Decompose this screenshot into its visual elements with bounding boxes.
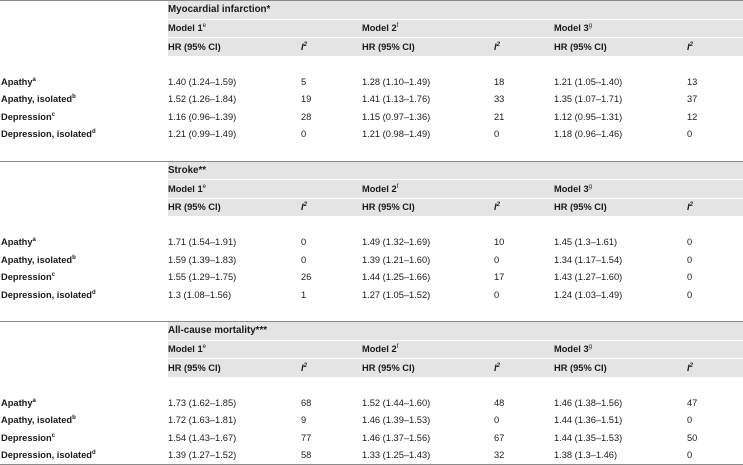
row-label-text: Depression xyxy=(1,111,52,122)
row-label-blank xyxy=(0,38,168,56)
hr-value-cell: 1.45 (1.3–1.61) xyxy=(554,237,618,248)
i2-column-header xyxy=(301,198,362,216)
i2-value-cell: 0 xyxy=(687,272,693,283)
row-label-text: Apathy xyxy=(1,237,33,248)
hr-value-cell: 1.18 (0.96–1.46) xyxy=(554,129,623,140)
model-header xyxy=(168,180,362,199)
row-label-footnote-mark: c xyxy=(51,272,55,279)
i2-column-header xyxy=(301,359,362,377)
section-title: Stroke** xyxy=(168,161,743,180)
row-label xyxy=(0,447,168,465)
i2-column-header xyxy=(301,38,362,56)
hr-value-cell: 1.46 (1.39–1.53) xyxy=(362,415,431,426)
hr-value-cell: 1.40 (1.24–1.59) xyxy=(168,76,237,87)
hr-value-cell: 1.44 (1.35–1.53) xyxy=(554,432,623,443)
table-row xyxy=(0,429,743,447)
i2-label-footnote-mark: 2 xyxy=(496,202,500,209)
hr-value-cell: 1.54 (1.43–1.67) xyxy=(168,432,237,443)
table-row xyxy=(0,286,743,304)
i2-label-footnote-mark: 2 xyxy=(303,202,307,209)
hr-value-cell: 1.73 (1.62–1.85) xyxy=(168,397,237,408)
section-title-row xyxy=(0,161,743,180)
model-label-text: Model 2 xyxy=(362,183,397,194)
model-label-footnote-mark: e xyxy=(202,183,206,190)
hr-value-cell: 1.52 (1.26–1.84) xyxy=(168,94,237,105)
i2-value-cell: 0 xyxy=(301,129,307,140)
i2-value-cell: 10 xyxy=(494,237,505,248)
i2-value-cell: 0 xyxy=(687,447,743,465)
row-label-footnote-mark: d xyxy=(91,289,96,296)
i2-value-cell: 5 xyxy=(301,76,307,87)
model-label-footnote-mark: f xyxy=(396,183,399,190)
i2-value-cell: 17 xyxy=(494,272,505,283)
column-header-row xyxy=(0,38,743,56)
spacer-row xyxy=(0,377,743,395)
i2-column-header xyxy=(687,38,743,56)
hr-column-header: HR (95% CI) xyxy=(362,198,494,216)
spacer-row xyxy=(0,143,743,161)
hr-column-header: HR (95% CI) xyxy=(554,198,687,216)
i2-value-cell: 0 xyxy=(494,415,500,426)
hr-value-cell: 1.46 (1.38–1.56) xyxy=(554,397,623,408)
i2-column-header xyxy=(494,359,554,377)
row-label xyxy=(0,269,168,287)
model-label-text: Model 1 xyxy=(168,344,203,355)
i2-value-cell: 47 xyxy=(687,397,698,408)
model-header-row xyxy=(0,180,743,199)
i2-column-header xyxy=(494,38,554,56)
row-label-text: Depression xyxy=(1,272,52,283)
i2-value-cell: 33 xyxy=(494,94,505,105)
hr-value-cell: 1.34 (1.17–1.54) xyxy=(554,254,623,265)
model-label-footnote-mark: e xyxy=(202,23,206,30)
model-header-row xyxy=(0,19,743,38)
model-label-footnote-mark: f xyxy=(396,344,399,351)
i2-value-cell: 32 xyxy=(494,447,554,465)
i2-label-text: I xyxy=(687,202,690,213)
row-label-footnote-mark: d xyxy=(91,129,96,136)
row-label-text: Depression xyxy=(1,432,52,443)
row-label xyxy=(0,126,168,144)
hr-value-cell: 1.21 (0.99–1.49) xyxy=(168,129,237,140)
i2-label-footnote-mark: 2 xyxy=(689,41,693,48)
row-label xyxy=(0,286,168,304)
row-label xyxy=(0,429,168,447)
hr-value-cell: 1.12 (0.95–1.31) xyxy=(554,111,623,122)
row-label-text: Depression, isolated xyxy=(1,289,92,300)
i2-value-cell: 21 xyxy=(494,111,505,122)
i2-label-text: I xyxy=(494,362,497,373)
row-label-footnote-mark: b xyxy=(72,254,76,261)
i2-value-cell: 0 xyxy=(494,289,500,300)
row-label-blank xyxy=(0,161,168,180)
section-title: Myocardial infarction* xyxy=(168,1,743,20)
i2-label-text: I xyxy=(687,362,690,373)
row-label-footnote-mark: c xyxy=(51,111,55,118)
i2-value-cell: 77 xyxy=(301,432,312,443)
model-label-footnote-mark: g xyxy=(588,344,592,351)
row-label-text: Apathy xyxy=(1,397,33,408)
column-header-row xyxy=(0,359,743,377)
row-label xyxy=(0,108,168,126)
model-header-row xyxy=(0,340,743,359)
i2-value-cell: 50 xyxy=(687,432,698,443)
row-label-text: Depression, isolated xyxy=(1,129,92,140)
row-label-text: Apathy, isolated xyxy=(1,415,73,426)
hr-value-cell: 1.72 (1.63–1.81) xyxy=(168,415,237,426)
hr-column-header: HR (95% CI) xyxy=(554,359,687,377)
i2-label-footnote-mark: 2 xyxy=(303,362,307,369)
row-label-blank xyxy=(0,1,168,20)
section-title-row xyxy=(0,322,743,341)
i2-value-cell: 0 xyxy=(494,254,500,265)
row-label-blank xyxy=(0,340,168,359)
model-label-footnote-mark: f xyxy=(396,23,399,30)
row-label xyxy=(0,394,168,412)
i2-column-header xyxy=(687,359,743,377)
hr-value-cell: 1.59 (1.39–1.83) xyxy=(168,254,237,265)
model-label-text: Model 2 xyxy=(362,344,397,355)
model-label-footnote-mark: e xyxy=(202,344,206,351)
model-label-text: Model 2 xyxy=(362,23,397,34)
i2-label-text: I xyxy=(301,202,304,213)
i2-column-header xyxy=(687,198,743,216)
model-header xyxy=(362,19,554,38)
i2-value-cell: 58 xyxy=(301,447,362,465)
hr-value-cell: 1.15 (0.97–1.36) xyxy=(362,111,431,122)
hr-value-cell: 1.46 (1.37–1.56) xyxy=(362,432,431,443)
hr-value-cell: 1.44 (1.25–1.66) xyxy=(362,272,431,283)
hr-value-cell: 1.38 (1.3–1.46) xyxy=(554,447,687,465)
i2-label-text: I xyxy=(687,41,690,52)
i2-value-cell: 0 xyxy=(301,254,307,265)
table-row xyxy=(0,447,743,465)
i2-label-footnote-mark: 2 xyxy=(303,41,307,48)
row-label-blank xyxy=(0,198,168,216)
i2-label-text: I xyxy=(301,362,304,373)
hr-column-header: HR (95% CI) xyxy=(362,38,494,56)
model-label-footnote-mark: g xyxy=(588,183,592,190)
i2-value-cell: 13 xyxy=(687,76,698,87)
row-label-blank xyxy=(0,180,168,199)
model-header xyxy=(168,340,362,359)
i2-value-cell: 0 xyxy=(687,237,693,248)
model-header xyxy=(554,340,743,359)
hr-value-cell: 1.33 (1.25–1.43) xyxy=(362,447,494,465)
spacer-row xyxy=(0,304,743,322)
spacer-cell xyxy=(0,143,743,161)
row-label-footnote-mark: d xyxy=(91,450,96,457)
row-label xyxy=(0,412,168,430)
i2-label-text: I xyxy=(494,202,497,213)
row-label-blank xyxy=(0,322,168,341)
hr-value-cell: 1.39 (1.21–1.60) xyxy=(362,254,431,265)
hr-value-cell: 1.41 (1.13–1.76) xyxy=(362,94,431,105)
i2-value-cell: 9 xyxy=(301,415,307,426)
hr-value-cell: 1.44 (1.36–1.51) xyxy=(554,415,623,426)
table-row xyxy=(0,251,743,269)
model-header xyxy=(362,180,554,199)
table-row xyxy=(0,91,743,109)
table-row xyxy=(0,412,743,430)
model-label-text: Model 3 xyxy=(554,183,589,194)
model-header xyxy=(168,19,362,38)
table-row xyxy=(0,108,743,126)
table-row xyxy=(0,269,743,287)
hr-value-cell: 1.49 (1.32–1.69) xyxy=(362,237,431,248)
row-label-footnote-mark: a xyxy=(32,397,36,404)
i2-label-footnote-mark: 2 xyxy=(496,362,500,369)
hr-value-cell: 1.55 (1.29–1.75) xyxy=(168,272,237,283)
i2-value-cell: 0 xyxy=(687,289,693,300)
hr-value-cell: 1.52 (1.44–1.60) xyxy=(362,397,431,408)
hr-value-cell: 1.71 (1.54–1.91) xyxy=(168,237,237,248)
model-label-text: Model 1 xyxy=(168,23,203,34)
hr-value-cell: 1.27 (1.05–1.52) xyxy=(362,289,431,300)
spacer-cell xyxy=(0,377,743,395)
spacer-row xyxy=(0,216,743,234)
row-label-text: Apathy xyxy=(1,76,33,87)
column-header-row xyxy=(0,198,743,216)
i2-value-cell: 18 xyxy=(494,76,505,87)
model-header xyxy=(362,340,554,359)
model-label-text: Model 3 xyxy=(554,344,589,355)
row-label-footnote-mark: a xyxy=(32,237,36,244)
row-label-text: Apathy, isolated xyxy=(1,94,73,105)
hr-value-cell: 1.35 (1.07–1.71) xyxy=(554,94,623,105)
i2-value-cell: 12 xyxy=(687,111,698,122)
hr-value-cell: 1.21 (0.98–1.49) xyxy=(362,129,431,140)
row-label xyxy=(0,234,168,252)
i2-value-cell: 28 xyxy=(301,111,312,122)
row-label xyxy=(0,251,168,269)
row-label-footnote-mark: b xyxy=(72,94,76,101)
hr-value-cell: 1.16 (0.96–1.39) xyxy=(168,111,237,122)
i2-label-text: I xyxy=(301,41,304,52)
i2-label-footnote-mark: 2 xyxy=(689,362,693,369)
row-label-blank xyxy=(0,359,168,377)
hr-value-cell: 1.28 (1.10–1.49) xyxy=(362,76,431,87)
spacer-cell xyxy=(0,216,743,234)
row-label-footnote-mark: b xyxy=(72,415,76,422)
i2-label-footnote-mark: 2 xyxy=(496,41,500,48)
hr-value-cell: 1.43 (1.27–1.60) xyxy=(554,272,623,283)
hr-column-header: HR (95% CI) xyxy=(362,359,494,377)
i2-value-cell: 37 xyxy=(687,94,698,105)
i2-value-cell: 0 xyxy=(687,415,693,426)
model-header xyxy=(554,180,743,199)
hr-column-header: HR (95% CI) xyxy=(168,38,301,56)
hr-column-header: HR (95% CI) xyxy=(554,38,687,56)
table-row xyxy=(0,73,743,91)
section-title-row xyxy=(0,1,743,20)
row-label-text: Apathy, isolated xyxy=(1,254,73,265)
model-header xyxy=(554,19,743,38)
section-title: All-cause mortality*** xyxy=(168,322,743,341)
hr-value-cell: 1.39 (1.27–1.52) xyxy=(168,447,301,465)
row-label xyxy=(0,73,168,91)
row-label-footnote-mark: c xyxy=(51,432,55,439)
table-row xyxy=(0,234,743,252)
spacer-row xyxy=(0,56,743,74)
model-label-text: Model 1 xyxy=(168,183,203,194)
row-label xyxy=(0,91,168,109)
spacer-cell xyxy=(0,304,743,322)
i2-value-cell: 48 xyxy=(494,397,505,408)
model-label-footnote-mark: g xyxy=(588,23,592,30)
i2-value-cell: 0 xyxy=(301,237,307,248)
row-label-blank xyxy=(0,19,168,38)
spacer-cell xyxy=(0,56,743,74)
hr-value-cell: 1.21 (1.05–1.40) xyxy=(554,76,623,87)
row-label-footnote-mark: a xyxy=(32,76,36,83)
hr-column-header: HR (95% CI) xyxy=(168,359,301,377)
row-label-text: Depression, isolated xyxy=(1,450,92,461)
i2-value-cell: 68 xyxy=(301,397,312,408)
hr-value-cell: 1.3 (1.08–1.56) xyxy=(168,289,232,300)
i2-label-text: I xyxy=(494,41,497,52)
hr-column-header: HR (95% CI) xyxy=(168,198,301,216)
i2-column-header xyxy=(494,198,554,216)
model-label-text: Model 3 xyxy=(554,23,589,34)
i2-value-cell: 19 xyxy=(301,94,312,105)
i2-value-cell: 67 xyxy=(494,432,505,443)
hr-value-cell: 1.24 (1.03–1.49) xyxy=(554,289,623,300)
i2-value-cell: 0 xyxy=(687,254,693,265)
table-row xyxy=(0,394,743,412)
table-row xyxy=(0,126,743,144)
i2-value-cell: 26 xyxy=(301,272,312,283)
i2-value-cell: 1 xyxy=(301,289,307,300)
i2-value-cell: 0 xyxy=(687,129,693,140)
i2-label-footnote-mark: 2 xyxy=(689,202,693,209)
i2-value-cell: 0 xyxy=(494,129,500,140)
